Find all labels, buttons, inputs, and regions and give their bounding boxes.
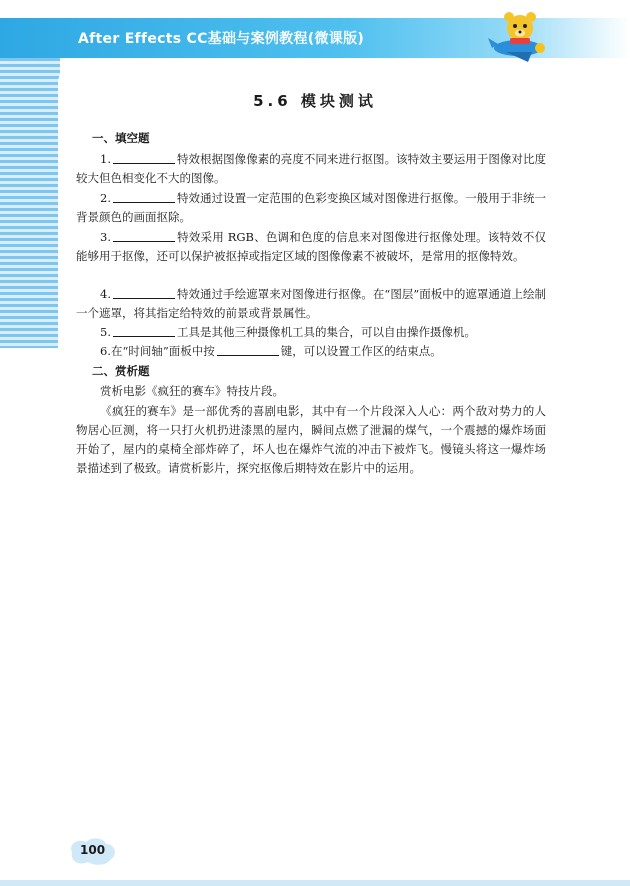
book-title: After Effects CC基础与案例教程(微课版) <box>78 31 365 47</box>
question-text: 特效根据图像像素的亮度不同来进行抠图。该特效主要运用于图像对比度较大但色相变化不大的图像。 <box>76 152 546 185</box>
answer-blank[interactable] <box>113 230 175 242</box>
bear-airplane-icon <box>488 8 552 66</box>
question-number: 5. <box>100 325 111 339</box>
question-5 <box>76 323 546 342</box>
answer-blank[interactable] <box>113 152 175 164</box>
question-6 <box>76 342 546 361</box>
question-number: 3. <box>100 230 111 244</box>
analysis-body-text: 《疯狂的赛车》是一部优秀的喜剧电影，其中有一个片段深入人心：两个敌对势力的人物居心叵测，将一只打火机扔进漆黑的屋内，瞬间点燃了泄漏的煤气，一个震撼的爆炸场面开始了，屋内的桌椅全部炸碎了，坏人也在爆炸气流的冲击下被炸飞。慢镜头将这一爆炸场景描述到了极致。请赏析影片，探究抠像后期特效在影片中的运用。 <box>76 404 546 475</box>
analysis-intro <box>76 382 546 401</box>
question-text: 特效通过设置一定范围的色彩变换区域对图像进行抠像。一般用于非统一背景颜色的画面抠除。 <box>76 191 546 224</box>
heading-fill-blank: 一、填空题 <box>92 131 150 145</box>
question-text: 特效通过手绘遮罩来对图像进行抠像。在“图层”面板中的遮罩通道上绘制一个遮罩，将其指定给特效的前景或背景属性。 <box>76 287 546 320</box>
question-text: 工具是其他三种摄像机工具的集合，可以自由操作摄像机。 <box>176 325 476 339</box>
analysis-body <box>76 402 546 478</box>
question-number: 4. <box>100 287 111 301</box>
bottom-border <box>0 880 630 886</box>
question-1 <box>76 150 546 188</box>
question-number: 6. <box>100 344 111 358</box>
question-text: 键，可以设置工作区的结束点。 <box>280 344 442 358</box>
answer-blank[interactable] <box>217 344 279 356</box>
page-number: 100 <box>80 843 106 857</box>
question-3 <box>76 228 546 266</box>
section-title: 5.6 模块测试 <box>253 92 377 110</box>
heading-analysis: 二、赏析题 <box>92 364 150 378</box>
analysis-intro-text: 赏析电影《疯狂的赛车》特技片段。 <box>100 384 284 398</box>
answer-blank[interactable] <box>113 325 175 337</box>
answer-blank[interactable] <box>113 191 175 203</box>
question-2 <box>76 189 546 227</box>
question-pre: 在“时间轴”面板中按 <box>110 344 215 358</box>
question-text: 特效采用 RGB、色调和色度的信息来对图像进行抠像处理。该特效不仅能够用于抠像，还可以保护被抠掉或指定区域的图像像素不被破坏，是常用的抠像特效。 <box>76 230 546 263</box>
question-4 <box>76 285 546 323</box>
answer-blank[interactable] <box>113 287 175 299</box>
question-number: 1. <box>100 152 111 166</box>
question-number: 2. <box>100 191 111 205</box>
